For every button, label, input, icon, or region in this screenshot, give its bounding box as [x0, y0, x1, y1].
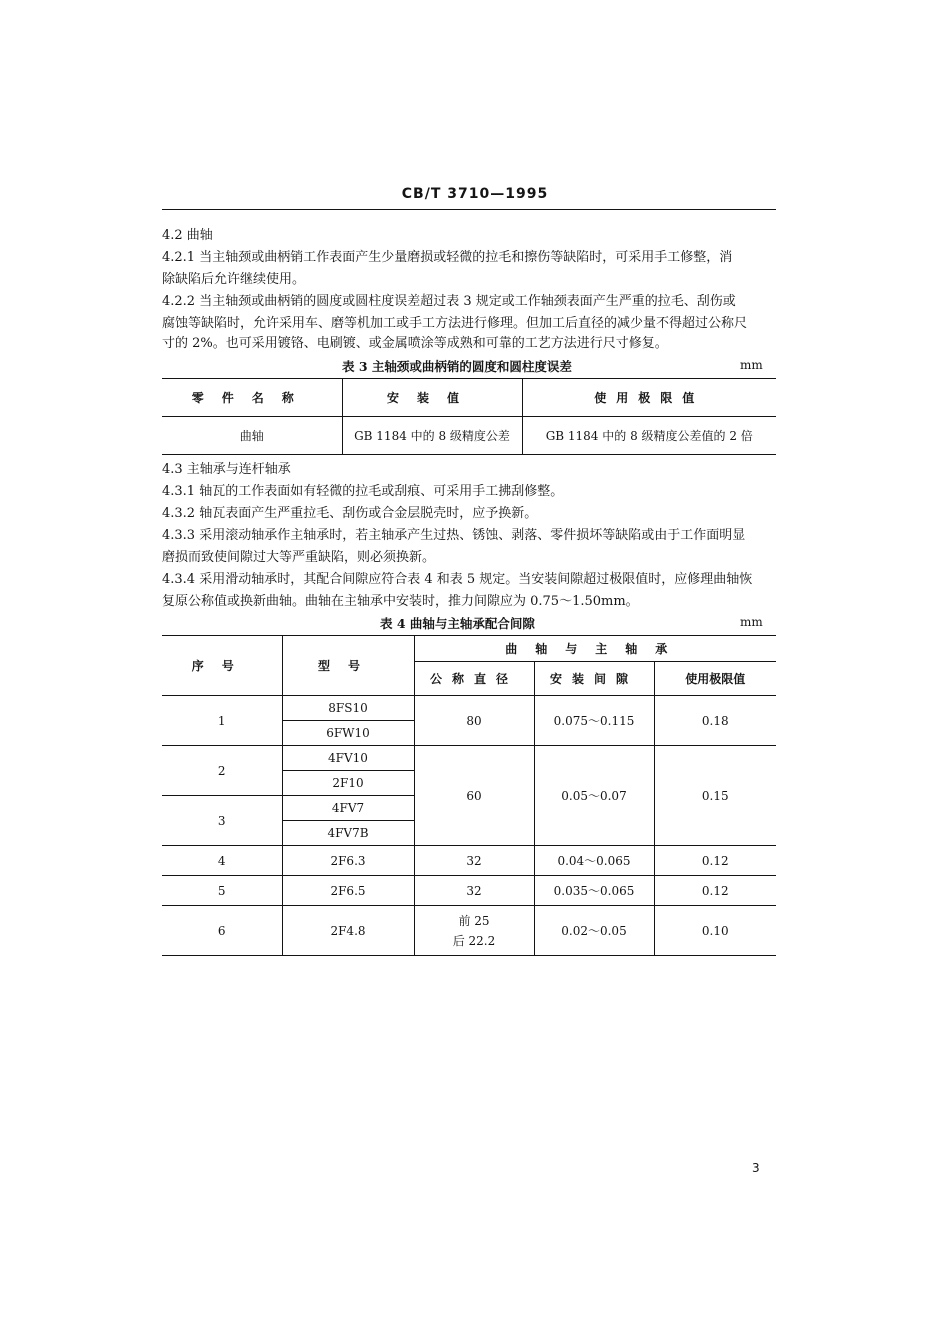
table4-limit: 0.18: [654, 696, 776, 746]
table4-diameter-rear: 后 22.2: [452, 933, 496, 948]
table-row: [162, 846, 776, 876]
table3-caption: 表 3 主轴颈或曲柄销的圆度和圆柱度误差: [342, 359, 572, 374]
standard-code: CB/T 3710—1995: [401, 186, 549, 202]
table4-clearance: 0.04～0.065: [534, 846, 654, 876]
table4-header-diameter: 公称直径: [429, 672, 518, 686]
table4-limit: 0.12: [654, 846, 776, 876]
table4-model: 2F4.8: [282, 906, 414, 956]
table4-clearance: 0.05～0.07: [534, 746, 654, 846]
table-row: [162, 906, 776, 956]
para-4-2-2-line3: 寸的 2%。也可采用镀铬、电刷镀、或金属喷涂等成熟和可靠的工艺方法进行尺寸修复。: [162, 336, 668, 351]
table4-seq: 4: [162, 846, 282, 876]
table4-limit: 0.12: [654, 876, 776, 906]
table4-seq: 3: [162, 796, 282, 846]
table4-model: 2F6.5: [282, 876, 414, 906]
para-4-2-1-line2: 除缺陷后允许继续使用。: [162, 272, 306, 287]
table-row: [162, 746, 776, 771]
table4-model: 8FS10: [282, 696, 414, 721]
table4-seq: 1: [162, 696, 282, 746]
para-4-3-4-line2: 复原公称值或换新曲轴。曲轴在主轴承中安装时，推力间隙应为 0.75～1.50mm。: [162, 594, 639, 609]
table4-model: 4FV7B: [282, 821, 414, 846]
table4-seq: 5: [162, 876, 282, 906]
section-4-3-title: 4.3 主轴承与连杆轴承: [162, 462, 291, 477]
table3-header-limit: 使用极限值: [594, 391, 705, 405]
table3-cell-part: 曲轴: [162, 417, 342, 455]
table4-clearance: 0.035～0.065: [534, 876, 654, 906]
table3-header-part-name: 零件名称: [191, 391, 312, 405]
table3-header-install: 安装值: [386, 391, 477, 405]
table4-header-clearance: 安装间隙: [549, 672, 638, 686]
table4-unit: mm: [740, 615, 763, 629]
table4-diameter: 32: [414, 876, 534, 906]
table-row: [162, 696, 776, 721]
table4: [162, 635, 776, 956]
para-4-3-4-line1: 4.3.4 采用滑动轴承时，其配合间隙应符合表 4 和表 5 规定。当安装间隙超过极限值时，应修理曲轴恢: [162, 572, 753, 587]
table4-header-seq: 序号: [191, 659, 252, 673]
table4-diameter: 32: [414, 846, 534, 876]
para-4-3-1: 4.3.1 轴瓦的工作表面如有轻微的拉毛或刮痕、可采用手工拂刮修整。: [162, 484, 564, 499]
table4-model: 6FW10: [282, 721, 414, 746]
para-4-2-2-line1: 4.2.2 当主轴颈或曲柄销的圆度或圆柱度误差超过表 3 规定或工作轴颈表面产生严重的拉毛、刮伤或: [162, 294, 736, 309]
para-4-2-1-line1: 4.2.1 当主轴颈或曲柄销工作表面产生少量磨损或轻微的拉毛和擦伤等缺陷时，可采用手工修整，消: [162, 250, 733, 265]
table4-header-group: 曲轴与主轴承: [505, 642, 686, 656]
table4-diameter: 80: [414, 696, 534, 746]
table4-model: 4FV10: [282, 746, 414, 771]
table4-header-model: 型号: [317, 659, 378, 673]
table3-unit: mm: [740, 358, 763, 372]
para-4-3-2: 4.3.2 轴瓦表面产生严重拉毛、刮伤或合金层脱壳时，应予换新。: [162, 506, 538, 521]
header-rule: [162, 209, 776, 210]
page-number: 3: [752, 1161, 760, 1175]
para-4-3-3-line2: 磨损而致使间隙过大等严重缺陷，则必须换新。: [162, 550, 436, 565]
table4-caption: 表 4 曲轴与主轴承配合间隙: [380, 616, 535, 631]
table4-seq: 2: [162, 746, 282, 796]
table4-diameter-front: 前 25: [458, 913, 490, 928]
section-4-2-title: 4.2 曲轴: [162, 228, 213, 243]
table3-cell-limit: GB 1184 中的 8 级精度公差值的 2 倍: [522, 417, 776, 455]
table3: [162, 378, 776, 455]
table4-limit: 0.15: [654, 746, 776, 846]
table4-seq: 6: [162, 906, 282, 956]
table-row: [162, 876, 776, 906]
para-4-3-3-line1: 4.3.3 采用滚动轴承作主轴承时，若主轴承产生过热、锈蚀、剥落、零件损坏等缺陷或由于工作面明显: [162, 528, 746, 543]
table4-clearance: 0.02～0.05: [534, 906, 654, 956]
table4-model: 2F6.3: [282, 846, 414, 876]
table4-clearance: 0.075～0.115: [534, 696, 654, 746]
table4-model: 4FV7: [282, 796, 414, 821]
table4-model: 2F10: [282, 771, 414, 796]
table4-limit: 0.10: [654, 906, 776, 956]
para-4-2-2-line2: 腐蚀等缺陷时，允许采用车、磨等机加工或手工方法进行修理。但加工后直径的减少量不得超过公称尺: [162, 316, 748, 331]
table4-header-limit: 使用极限值: [654, 662, 776, 696]
table4-diameter: 60: [414, 746, 534, 846]
table3-cell-install: GB 1184 中的 8 级精度公差: [342, 417, 522, 455]
